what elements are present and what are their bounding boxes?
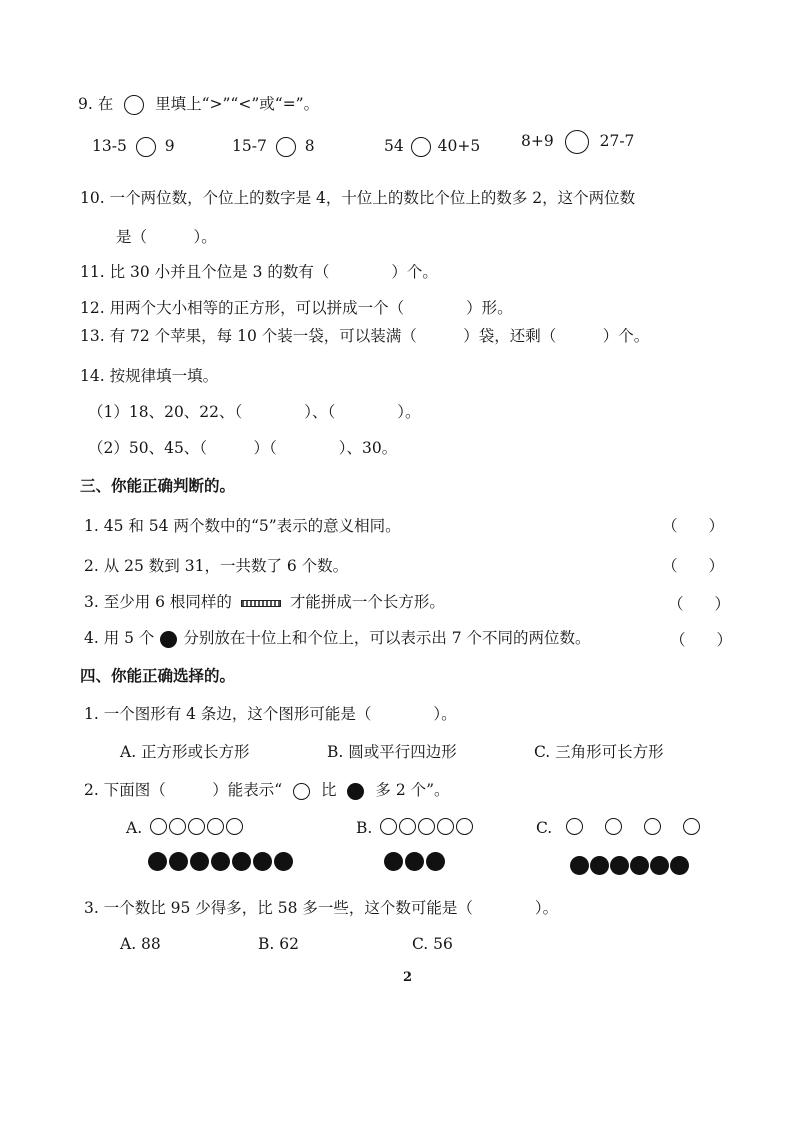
white-circle-icon: [566, 818, 583, 835]
choice-q3: 3. 一个数比 95 少得多，比 58 多一些，这个数可能是（ ）。: [84, 899, 559, 917]
black-dot-icon: [253, 852, 272, 871]
black-dot-icon: [148, 852, 167, 871]
judge-q4-part1: 4. 用 5 个: [84, 629, 155, 647]
black-dot-icon: [610, 856, 629, 875]
answer-circle[interactable]: [276, 137, 296, 157]
choice-q3-option-b[interactable]: B. 62: [258, 935, 299, 953]
judge-q3-part1: 3. 至少用 6 根同样的: [84, 593, 232, 611]
black-dot-icon: [190, 852, 209, 871]
q9-expr: 27-7: [599, 132, 635, 150]
q14-line2: （2）50、45、（ ）（ ）、30。: [88, 439, 398, 457]
judge-answer-2[interactable]: （ ）: [662, 557, 725, 575]
white-circle-icon: [150, 818, 167, 835]
option-b-white-circles: [380, 818, 473, 835]
choice-q3-option-c[interactable]: C. 56: [412, 935, 453, 953]
white-circle-icon: [188, 818, 205, 835]
white-circle-icon: [644, 818, 661, 835]
white-circle-icon: [169, 818, 186, 835]
black-dot-icon: [232, 852, 251, 871]
option-c-white-circles: [566, 818, 700, 835]
choice-q1: 1. 一个图形有 4 条边，这个图形可能是（ ）。: [84, 705, 457, 723]
white-circle-icon: [226, 818, 243, 835]
q9-item-1: [92, 136, 175, 157]
q10-line2: 是（ ）。: [116, 228, 217, 246]
white-circle-icon: [683, 818, 700, 835]
black-dot-icon: [405, 852, 424, 871]
q9-expr: 8: [304, 137, 315, 155]
option-b-label[interactable]: B.: [356, 819, 373, 837]
option-c-black-dots: [570, 856, 689, 875]
judge-answer-1[interactable]: （ ）: [662, 517, 725, 535]
black-dot-icon: [650, 856, 669, 875]
black-dot-icon: [274, 852, 293, 871]
q9-expr: 40+5: [437, 137, 481, 155]
section-4-title: 四、你能正确选择的。: [80, 667, 236, 685]
black-dot-icon: [347, 783, 364, 800]
q9-prefix: 9. 在: [78, 95, 114, 113]
section-3-title: 三、你能正确判断的。: [80, 477, 236, 495]
choice-q1-option-b[interactable]: B. 圆或平行四边形: [327, 743, 457, 761]
black-dot-icon: [384, 852, 403, 871]
q9-suffix: 里填上“>”“<”或“=”。: [155, 95, 320, 113]
q9-expr: 9: [164, 137, 175, 155]
choice-q3-option-a[interactable]: A. 88: [120, 935, 161, 953]
judge-q3: [84, 592, 445, 612]
q13-text: 13. 有 72 个苹果，每 10 个装一袋，可以装满（ ）袋，还剩（ ）个。: [80, 327, 650, 345]
q9-expr: 8+9: [521, 132, 554, 150]
black-dot-icon: [590, 856, 609, 875]
black-dot-icon: [426, 852, 445, 871]
judge-q4-part2: 分别放在十位上和个位上，可以表示出 7 个不同的两位数。: [183, 629, 591, 647]
page-number: 2: [403, 970, 413, 985]
q9-expr: 54: [384, 137, 404, 155]
judge-answer-4[interactable]: （ ）: [670, 631, 733, 649]
white-circle-icon: [418, 818, 435, 835]
choice-q1-option-c[interactable]: C. 三角形可长方形: [534, 743, 664, 761]
q9-item-4: [521, 130, 634, 154]
judge-q3-part2: 才能拼成一个长方形。: [289, 593, 445, 611]
choice-q2: [84, 780, 450, 800]
q14-line1: （1）18、20、22、（ ）、（ ）。: [88, 403, 421, 421]
white-circle-icon: [456, 818, 473, 835]
judge-q4: [84, 628, 591, 648]
black-dot-icon: [570, 856, 589, 875]
black-dot-icon: [630, 856, 649, 875]
white-circle-icon: [605, 818, 622, 835]
q9-expr: 15-7: [232, 137, 267, 155]
judge-q2: 2. 从 25 数到 31，一共数了 6 个数。: [84, 557, 349, 575]
q9-expr: 13-5: [92, 137, 127, 155]
answer-circle[interactable]: [565, 130, 589, 154]
option-b-black-dots: [384, 852, 445, 871]
blank-circle-icon: [124, 95, 144, 115]
option-a-label[interactable]: A.: [126, 819, 143, 837]
q12-text: 12. 用两个大小相等的正方形，可以拼成一个（ ）形。: [80, 299, 513, 317]
choice-q1-option-a[interactable]: A. 正方形或长方形: [120, 743, 250, 761]
option-a-black-dots: [148, 852, 293, 871]
black-dot-icon: [670, 856, 689, 875]
option-c-label[interactable]: C.: [536, 819, 553, 837]
judge-answer-3[interactable]: （ ）: [668, 595, 731, 613]
white-circle-icon: [207, 818, 224, 835]
q9-instruction: [78, 94, 319, 115]
black-dot-icon: [169, 852, 188, 871]
q11-text: 11. 比 30 小并且个位是 3 的数有（ ）个。: [80, 263, 438, 281]
judge-q1: 1. 45 和 54 两个数中的“5”表示的意义相同。: [84, 517, 401, 535]
q10-line1: 10. 一个两位数，个位上的数字是 4，十位上的数比个位上的数多 2，这个两位数: [80, 189, 636, 207]
q14-title: 14. 按规律填一填。: [80, 367, 219, 385]
choice-q2-part2: 比: [321, 781, 337, 799]
choice-q2-part1: 2. 下面图（ ）能表示“: [84, 781, 283, 799]
q9-item-3: [384, 136, 480, 157]
answer-circle[interactable]: [136, 137, 156, 157]
q9-item-2: [232, 136, 315, 157]
black-dot-icon: [160, 631, 177, 648]
white-circle-icon: [293, 783, 310, 800]
white-circle-icon: [399, 818, 416, 835]
option-a-white-circles: [150, 818, 243, 835]
white-circle-icon: [437, 818, 454, 835]
white-circle-icon: [380, 818, 397, 835]
black-dot-icon: [211, 852, 230, 871]
choice-q2-part3: 多 2 个”。: [375, 781, 450, 799]
answer-circle[interactable]: [411, 137, 431, 157]
stick-icon: [241, 600, 281, 607]
